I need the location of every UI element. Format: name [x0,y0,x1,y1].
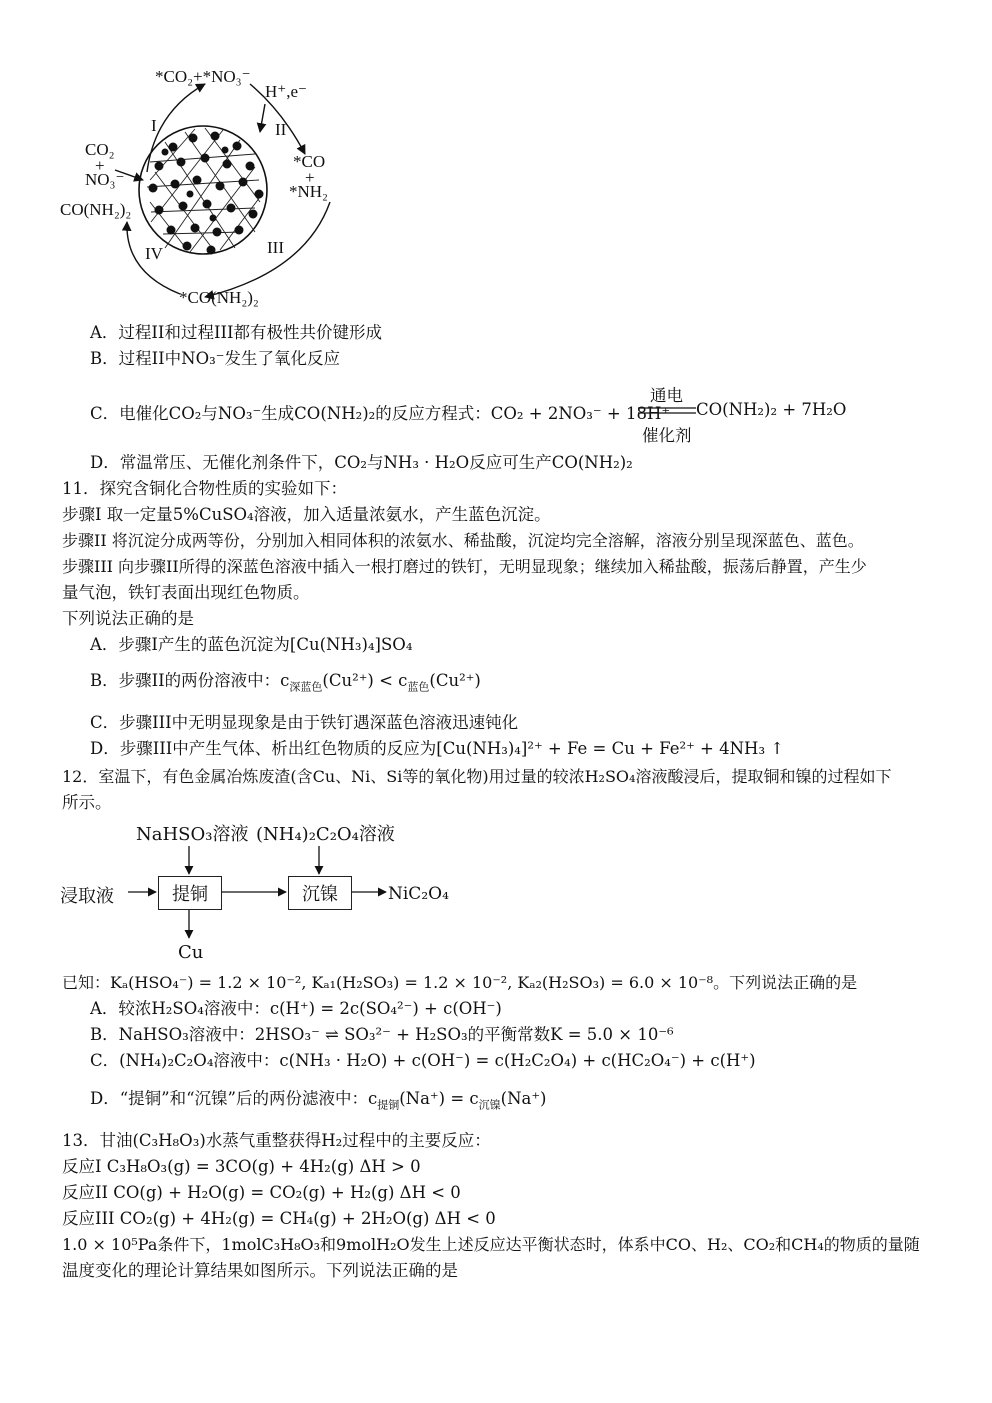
lattice-lines [147,128,260,252]
flow-input: 浸取液 [60,886,114,907]
diagram-bottom-label: *CO(NH₂)₂ [179,288,259,307]
flow-box-tong: 提铜 [158,876,222,910]
q12-stem-a: 12．室温下，有色金属冶炼废渣(含Cu、Ni、Si等的氧化物)用过量的较浓H₂SO₄溶液酸浸后，提取铜和镍的过程如下 [62,767,892,786]
q13-condition-b: 温度变化的理论计算结果如图所示。下列说法正确的是 [62,1261,458,1280]
q12-flowchart [60,818,480,968]
q10-option-c-text: C．电催化CO₂与NO₃⁻生成CO(NH₂)₂的反应方程式：CO₂ + 2NO₃⁻ + 18H⁺ [90,404,671,423]
diagram-top-label: *CO₂+*NO₃⁻ [155,67,251,86]
flow-reagent1: NaHSO₃溶液 [136,824,249,845]
diagram-h-e-label: H⁺,e⁻ [265,82,308,101]
q12-d-end: (Na⁺) [500,1089,547,1108]
flow-arrows [60,818,480,968]
q11-option-a: A．步骤I产生的蓝色沉淀为[Cu(NH₃)₄]SO₄ [90,635,413,654]
q12-option-b: B．NaHSO₃溶液中：2HSO₃⁻ ⇌ SO₃²⁻ + H₂SO₃的平衡常数K = 5.0 × 10⁻⁶ [90,1025,674,1044]
q11-step2: 步骤II 将沉淀分成两等份，分别加入相同体积的浓氨水、稀盐酸，沉淀均完全溶解，溶液分别呈现深蓝色、蓝色。 [62,531,864,550]
q12-option-a: A．较浓H₂SO₄溶液中：c(H⁺) = 2c(SO₄²⁻) + c(OH⁻) [90,999,502,1018]
q12-d-mid: (Na⁺) = c [399,1089,479,1108]
diagram-left-no3: NO₃⁻ [85,170,125,189]
flow-reagent2: (NH₄)₂C₂O₄溶液 [256,824,395,845]
q10-equals-sign [638,406,696,416]
diagram-roman-II: II [275,120,287,139]
q11-step3-b: 量气泡，铁钉表面出现红色物质。 [62,583,310,602]
q13-reaction-2: 反应II CO(g) + H₂O(g) = CO₂(g) + H₂(g) ΔH < 0 [62,1183,461,1202]
diagram-right-plus: + [305,168,315,187]
q11-stem: 11．探究含铜化合物性质的实验如下： [62,479,347,498]
q10-option-c [90,382,890,444]
diagram-right-nh2: *NH₂ [289,182,328,201]
q11-step3-a: 步骤III 向步骤II所得的深蓝色溶液中插入一根打磨过的铁钉，无明显现象；继续加入稀盐酸，振荡后静置，产生少 [62,557,867,576]
q12-stem-b: 所示。 [62,793,112,812]
q12-d-sub1: 提铜 [377,1098,400,1112]
q10-option-c-products: CO(NH₂)₂ + 7H₂O [696,400,847,419]
q11-ask: 下列说法正确的是 [62,609,194,628]
q11-option-b [90,670,481,692]
q13-reaction-3: 反应III CO₂(g) + 4H₂(g) = CH₄(g) + 2H₂O(g) ΔH < 0 [62,1209,496,1228]
diagram-roman-III: III [267,238,284,257]
q13-stem: 13．甘油(C₃H₈O₃)水蒸气重整获得H₂过程中的主要反应： [62,1131,491,1150]
q11-b-end: (Cu²⁺) [429,671,481,690]
q12-option-d [90,1088,547,1110]
flow-byproduct: Cu [178,942,204,963]
q10-option-a: A．过程II和过程III都有极性共价键形成 [90,323,383,342]
diagram-roman-IV: IV [145,244,163,263]
q11-option-d: D．步骤III中产生气体、析出红色物质的反应为[Cu(NH₃)₄]²⁺ + Fe = Cu + Fe²⁺ + 4NH₃ ↑ [90,739,785,758]
q13-condition-a: 1.0 × 10⁵Pa条件下，1molC₃H₈O₃和9molH₂O发生上述反应达平衡状态时，体系中CO、H₂、CO₂和CH₄的物质的量随 [62,1235,920,1254]
diagram-left-plus: + [95,156,105,175]
q12-known: 已知：Kₐ(HSO₄⁻) = 1.2 × 10⁻², Kₐ₁(H₂SO₃) = 1.2 × 10⁻², Kₐ₂(H₂SO₃) = 6.0 × 10⁻⁸。下列说法正确的是 [62,973,858,992]
arrow-II-in [260,104,265,132]
catalyst-diagram [55,62,355,314]
diagram-left-co2: CO₂ [85,140,115,159]
q11-option-c: C．步骤III中无明显现象是由于铁钉遇深蓝色溶液迅速钝化 [90,713,519,732]
diagram-roman-I: I [151,116,157,135]
q12-option-c: C．(NH₄)₂C₂O₄溶液中：c(NH₃ · H₂O) + c(OH⁻) = c(H₂C₂O₄) + c(HC₂O₄⁻) + c(H⁺) [90,1051,756,1070]
q13-reaction-1: 反应I C₃H₈O₃(g) = 3CO(g) + 4H₂(g) ΔH > 0 [62,1157,421,1176]
diagram-right-co: *CO [293,152,326,171]
q11-b-sub1: 深蓝色 [289,680,323,694]
diagram-left-urea: CO(NH₂)₂ [60,200,132,219]
q11-b-mid: (Cu²⁺) < c [322,671,408,690]
flow-box-nie: 沉镍 [288,876,352,910]
q12-d-pre: D．“提铜”和“沉镍”后的两份滤液中：c [90,1089,378,1108]
q10-option-c-below: 催化剂 [642,426,692,445]
q10-option-d: D．常温常压、无催化剂条件下，CO₂与NH₃ · H₂O反应可生产CO(NH₂)₂ [90,453,633,472]
flow-output: NiC₂O₄ [388,884,449,904]
q10-option-c-above: 通电 [650,386,683,405]
catalyst-atoms [149,132,264,255]
q12-d-sub2: 沉镍 [478,1098,501,1112]
q11-step1: 步骤I 取一定量5%CuSO₄溶液，加入适量浓氨水，产生蓝色沉淀。 [62,505,551,524]
q10-option-b: B．过程II中NO₃⁻发生了氧化反应 [90,349,340,368]
q11-b-sub2: 蓝色 [407,680,430,694]
q11-b-pre: B．步骤II的两份溶液中：c [90,671,290,690]
